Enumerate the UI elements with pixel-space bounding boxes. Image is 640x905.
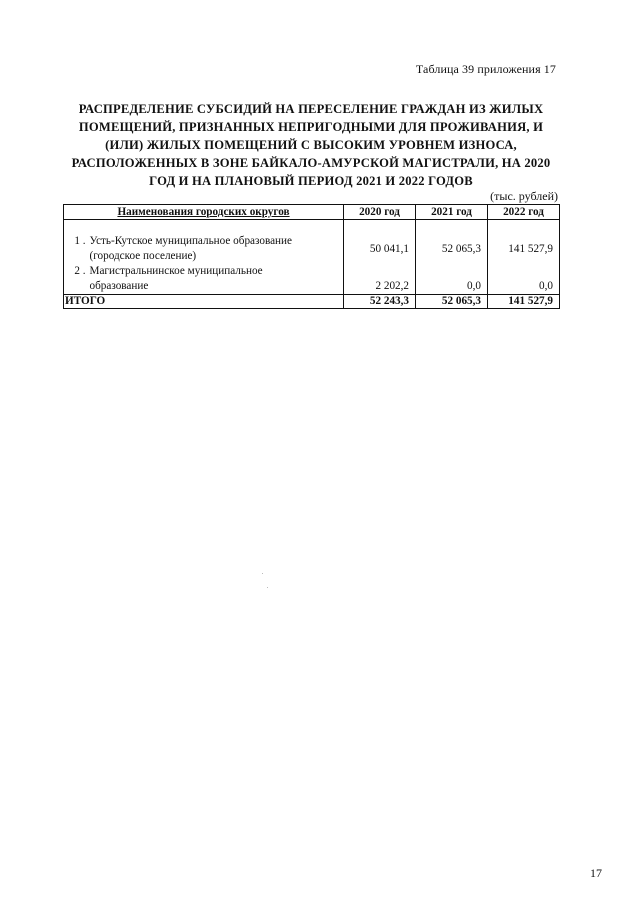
district-name-line: Магистральнинское муниципальное bbox=[89, 265, 263, 277]
row-number: 2 . bbox=[64, 264, 88, 295]
units-note: (тыс. рублей) bbox=[490, 189, 558, 203]
scan-speck bbox=[262, 573, 263, 574]
value-2020: 50 041,1 bbox=[344, 232, 416, 264]
title-line: ПОМЕЩЕНИЙ, ПРИЗНАННЫХ НЕПРИГОДНЫМИ ДЛЯ ПРОЖИВАНИЯ, И bbox=[78, 120, 544, 134]
header-2021: 2021 год bbox=[416, 205, 488, 220]
table-caption: Таблица 39 приложения 17 bbox=[415, 62, 556, 76]
value-2021: 0,0 bbox=[416, 264, 488, 295]
value-2022: 141 527,9 bbox=[488, 232, 560, 264]
title-line: ГОД И НА ПЛАНОВЫЙ ПЕРИОД 2021 И 2022 ГОДОВ bbox=[149, 174, 473, 188]
total-row bbox=[64, 295, 560, 309]
table-header-row bbox=[64, 205, 560, 220]
total-label: ИТОГО bbox=[64, 295, 344, 309]
document-title bbox=[60, 100, 562, 190]
row-number: 1 . bbox=[64, 232, 88, 264]
district-name-line: Усть-Кутское муниципальное образование bbox=[89, 235, 292, 247]
value-2020: 2 202,2 bbox=[344, 264, 416, 295]
district-name bbox=[88, 232, 344, 264]
table-row bbox=[64, 264, 560, 295]
page-number: 17 bbox=[590, 866, 602, 880]
title-line: РАСПОЛОЖЕННЫХ В ЗОНЕ БАЙКАЛО-АМУРСКОЙ МАГИСТРАЛИ, НА 2020 bbox=[71, 156, 551, 170]
header-name: Наименования городских округов bbox=[64, 205, 344, 220]
total-2020: 52 243,3 bbox=[344, 295, 416, 309]
subsidy-table bbox=[63, 204, 560, 309]
spacer-row bbox=[64, 220, 560, 233]
table-row bbox=[64, 232, 560, 264]
value-2021: 52 065,3 bbox=[416, 232, 488, 264]
title-line: (ИЛИ) ЖИЛЫХ ПОМЕЩЕНИЙ С ВЫСОКИМ УРОВНЕМ ИЗНОСА, bbox=[105, 138, 517, 152]
total-2021: 52 065,3 bbox=[416, 295, 488, 309]
district-name-line: (городское поселение) bbox=[89, 250, 197, 262]
total-2022: 141 527,9 bbox=[488, 295, 560, 309]
value-2022: 0,0 bbox=[488, 264, 560, 295]
title-line: РАСПРЕДЕЛЕНИЕ СУБСИДИЙ НА ПЕРЕСЕЛЕНИЕ ГРАЖДАН ИЗ ЖИЛЫХ bbox=[78, 102, 544, 116]
district-name-line: образование bbox=[89, 280, 149, 292]
header-2022: 2022 год bbox=[488, 205, 560, 220]
scan-speck bbox=[267, 587, 268, 588]
header-2020: 2020 год bbox=[344, 205, 416, 220]
district-name bbox=[88, 264, 344, 295]
